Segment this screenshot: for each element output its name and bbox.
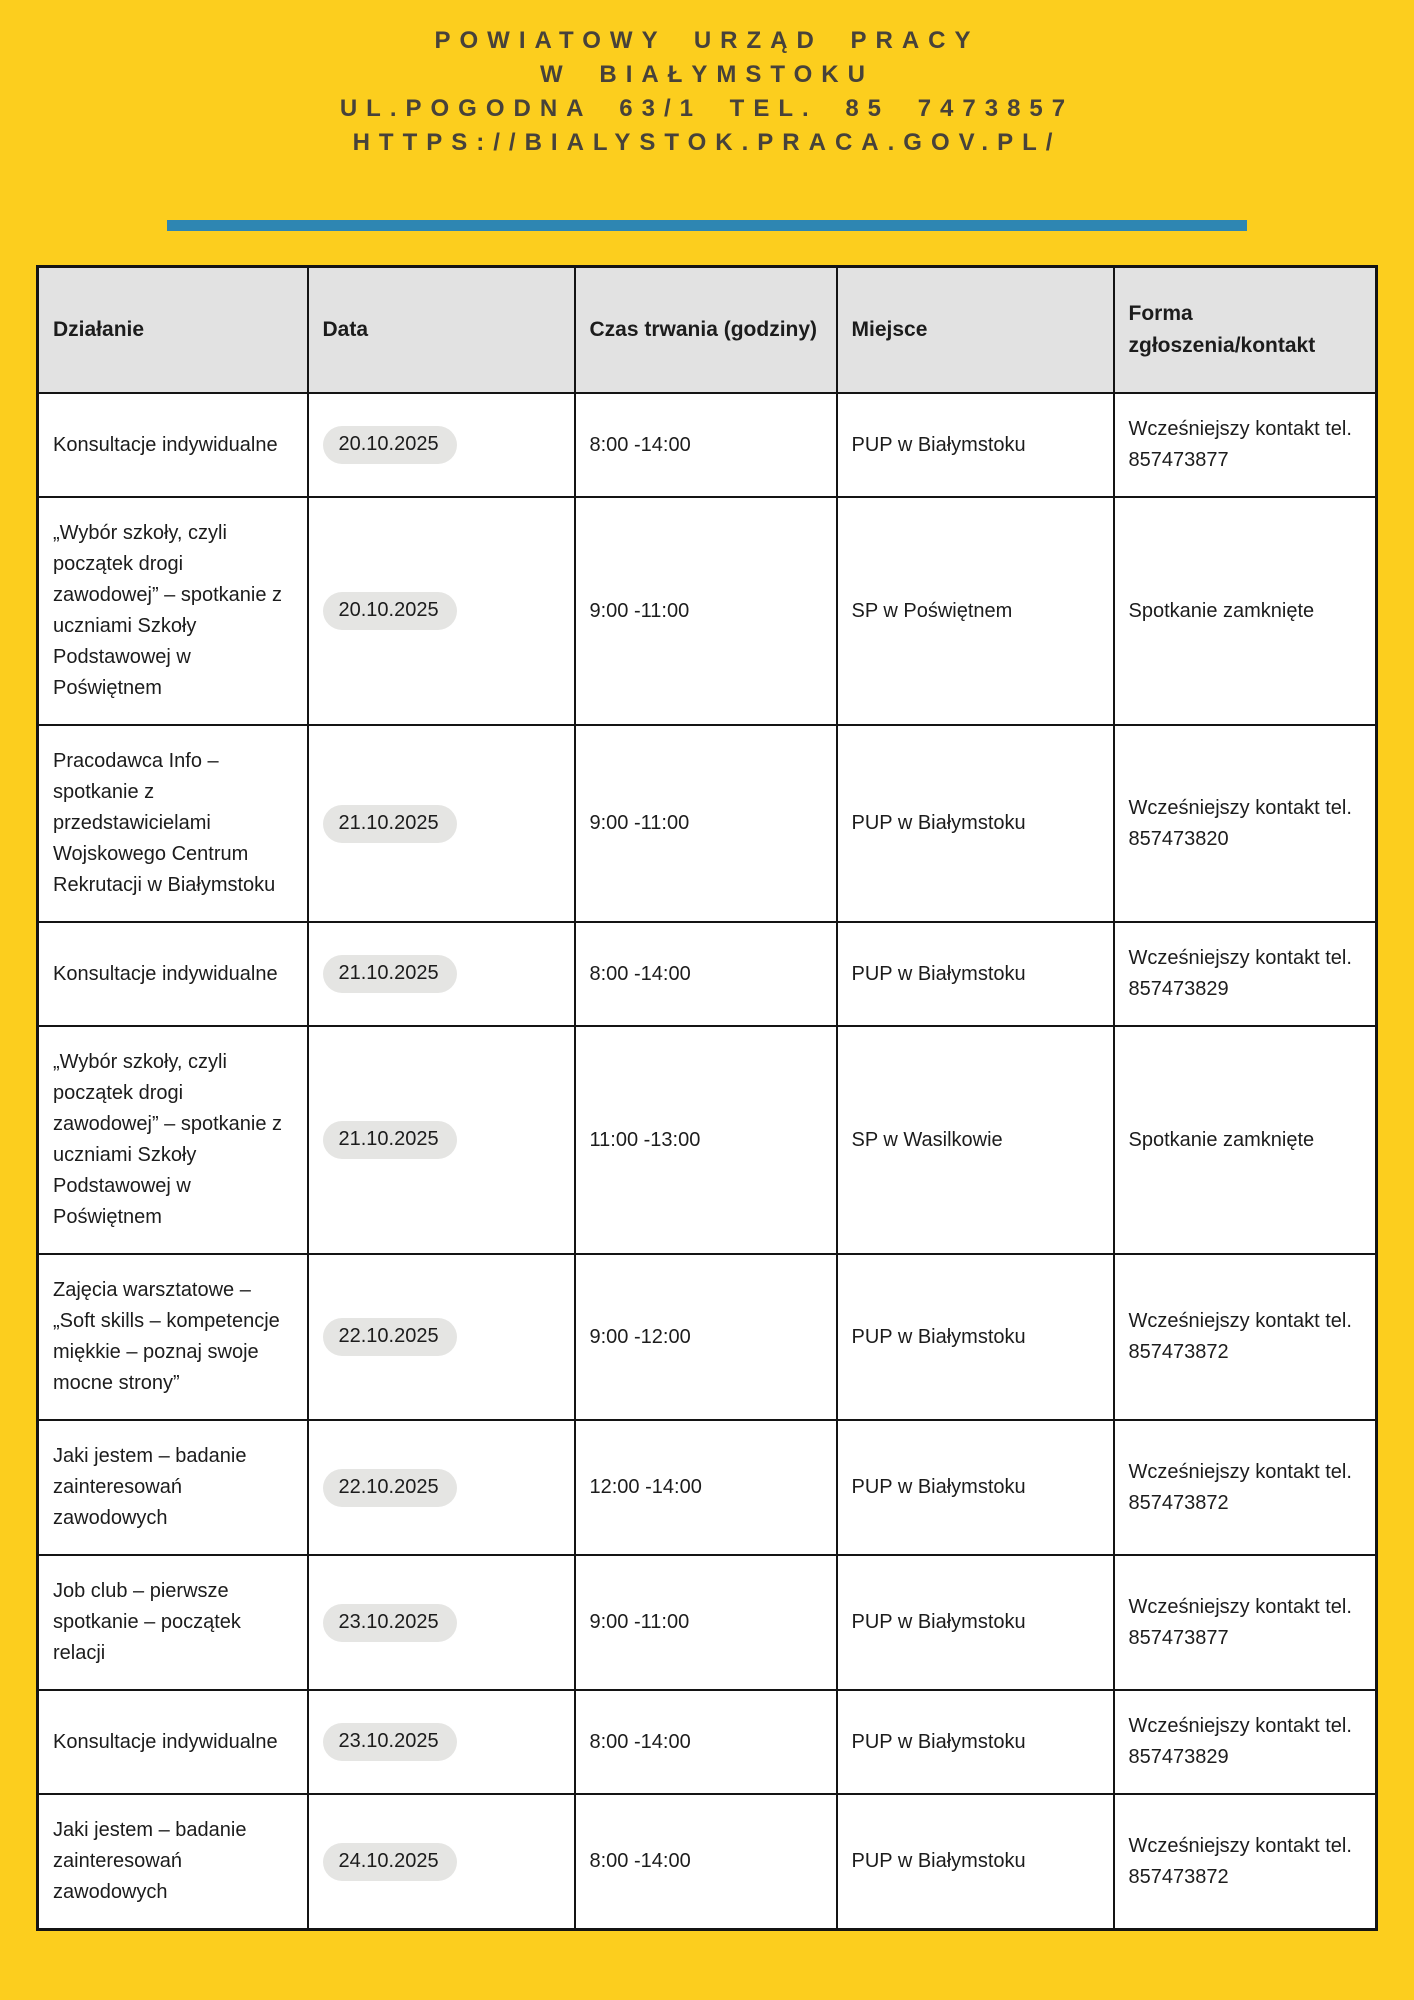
time-cell: 8:00 -14:00	[575, 1794, 837, 1930]
date-cell	[308, 393, 575, 497]
contact-cell: Wcześniejszy kontakt tel. 857473829	[1114, 1690, 1377, 1794]
table-row	[38, 1690, 1377, 1794]
address-phone-line: UL.POGODNA 63/1 TEL. 85 7473857	[339, 95, 1075, 122]
contact-cell: Wcześniejszy kontakt tel. 857473829	[1114, 922, 1377, 1026]
column-header-place: Miejsce	[837, 267, 1114, 394]
time-cell: 12:00 -14:00	[575, 1420, 837, 1555]
time-cell: 8:00 -14:00	[575, 1690, 837, 1794]
place-cell: PUP w Białymstoku	[837, 393, 1114, 497]
place-cell: PUP w Białymstoku	[837, 1794, 1114, 1930]
time-cell: 9:00 -12:00	[575, 1254, 837, 1420]
schedule-table	[36, 265, 1378, 1931]
column-header-time: Czas trwania (godziny)	[575, 267, 837, 394]
column-header-action: Działanie	[38, 267, 308, 394]
date-cell	[308, 1026, 575, 1254]
contact-cell: Wcześniejszy kontakt tel. 857473872	[1114, 1420, 1377, 1555]
time-cell: 8:00 -14:00	[575, 922, 837, 1026]
date-pill: 20.10.2025	[323, 592, 457, 630]
table-row	[38, 1794, 1377, 1930]
date-pill: 20.10.2025	[323, 426, 457, 464]
org-city-line: W BIAŁYMSTOKU	[540, 61, 874, 88]
date-pill: 21.10.2025	[323, 955, 457, 993]
date-pill: 23.10.2025	[323, 1723, 457, 1761]
contact-cell: Spotkanie zamknięte	[1114, 1026, 1377, 1254]
date-cell	[308, 1690, 575, 1794]
place-cell: PUP w Białymstoku	[837, 922, 1114, 1026]
date-pill: 23.10.2025	[323, 1604, 457, 1642]
place-cell: SP w Poświętnem	[837, 497, 1114, 725]
date-cell	[308, 1794, 575, 1930]
contact-cell: Wcześniejszy kontakt tel. 857473820	[1114, 725, 1377, 922]
table-row	[38, 497, 1377, 725]
place-cell: PUP w Białymstoku	[837, 1420, 1114, 1555]
activity-cell: Zajęcia warsztatowe – „Soft skills – kompetencje miękkie – poznaj swoje mocne strony”	[38, 1254, 308, 1420]
table-row	[38, 1420, 1377, 1555]
place-cell: PUP w Białymstoku	[837, 1690, 1114, 1794]
date-cell	[308, 497, 575, 725]
date-pill: 21.10.2025	[323, 805, 457, 843]
org-name-line: POWIATOWY URZĄD PRACY	[434, 27, 980, 54]
date-cell	[308, 725, 575, 922]
column-header-contact: Forma zgłoszenia/kontakt	[1114, 267, 1377, 394]
time-cell: 9:00 -11:00	[575, 1555, 837, 1690]
website-line: HTTPS://BIALYSTOK.PRACA.GOV.PL/	[352, 129, 1062, 156]
date-cell	[308, 1555, 575, 1690]
contact-cell: Wcześniejszy kontakt tel. 857473877	[1114, 1555, 1377, 1690]
table-header	[38, 267, 1377, 394]
date-pill: 24.10.2025	[323, 1843, 457, 1881]
place-cell: PUP w Białymstoku	[837, 1555, 1114, 1690]
header-row	[38, 267, 1377, 394]
activity-cell: Job club – pierwsze spotkanie – początek relacji	[38, 1555, 308, 1690]
activity-cell: „Wybór szkoły, czyli początek drogi zawodowej” – spotkanie z uczniami Szkoły Podstawowej w Poświętnem	[38, 497, 308, 725]
place-cell: SP w Wasilkowie	[837, 1026, 1114, 1254]
divider-bar	[167, 220, 1247, 231]
activity-cell: Pracodawca Info – spotkanie z przedstawicielami Wojskowego Centrum Rekrutacji w Białymstoku	[38, 725, 308, 922]
table-row	[38, 1254, 1377, 1420]
date-pill: 21.10.2025	[323, 1121, 457, 1159]
contact-cell: Wcześniejszy kontakt tel. 857473877	[1114, 393, 1377, 497]
column-header-date: Data	[308, 267, 575, 394]
place-cell: PUP w Białymstoku	[837, 1254, 1114, 1420]
table-body	[38, 393, 1377, 1930]
date-cell	[308, 922, 575, 1026]
activity-cell: Konsultacje indywidualne	[38, 393, 308, 497]
table-row	[38, 1026, 1377, 1254]
table-row	[38, 725, 1377, 922]
date-cell	[308, 1420, 575, 1555]
date-cell	[308, 1254, 575, 1420]
contact-cell: Wcześniejszy kontakt tel. 857473872	[1114, 1794, 1377, 1930]
place-cell: PUP w Białymstoku	[837, 725, 1114, 922]
date-pill: 22.10.2025	[323, 1318, 457, 1356]
activity-cell: Jaki jestem – badanie zainteresowań zawodowych	[38, 1794, 308, 1930]
table-row	[38, 922, 1377, 1026]
activity-cell: „Wybór szkoły, czyli początek drogi zawodowej” – spotkanie z uczniami Szkoły Podstawowej w Poświętnem	[38, 1026, 308, 1254]
table-row	[38, 1555, 1377, 1690]
activity-cell: Konsultacje indywidualne	[38, 922, 308, 1026]
table-row	[38, 393, 1377, 497]
activity-cell: Jaki jestem – badanie zainteresowań zawodowych	[38, 1420, 308, 1555]
time-cell: 9:00 -11:00	[575, 725, 837, 922]
contact-cell: Wcześniejszy kontakt tel. 857473872	[1114, 1254, 1377, 1420]
time-cell: 11:00 -13:00	[575, 1026, 837, 1254]
contact-cell: Spotkanie zamknięte	[1114, 497, 1377, 725]
masthead	[0, 0, 1414, 160]
activity-cell: Konsultacje indywidualne	[38, 1690, 308, 1794]
time-cell: 9:00 -11:00	[575, 497, 837, 725]
date-pill: 22.10.2025	[323, 1469, 457, 1507]
time-cell: 8:00 -14:00	[575, 393, 837, 497]
